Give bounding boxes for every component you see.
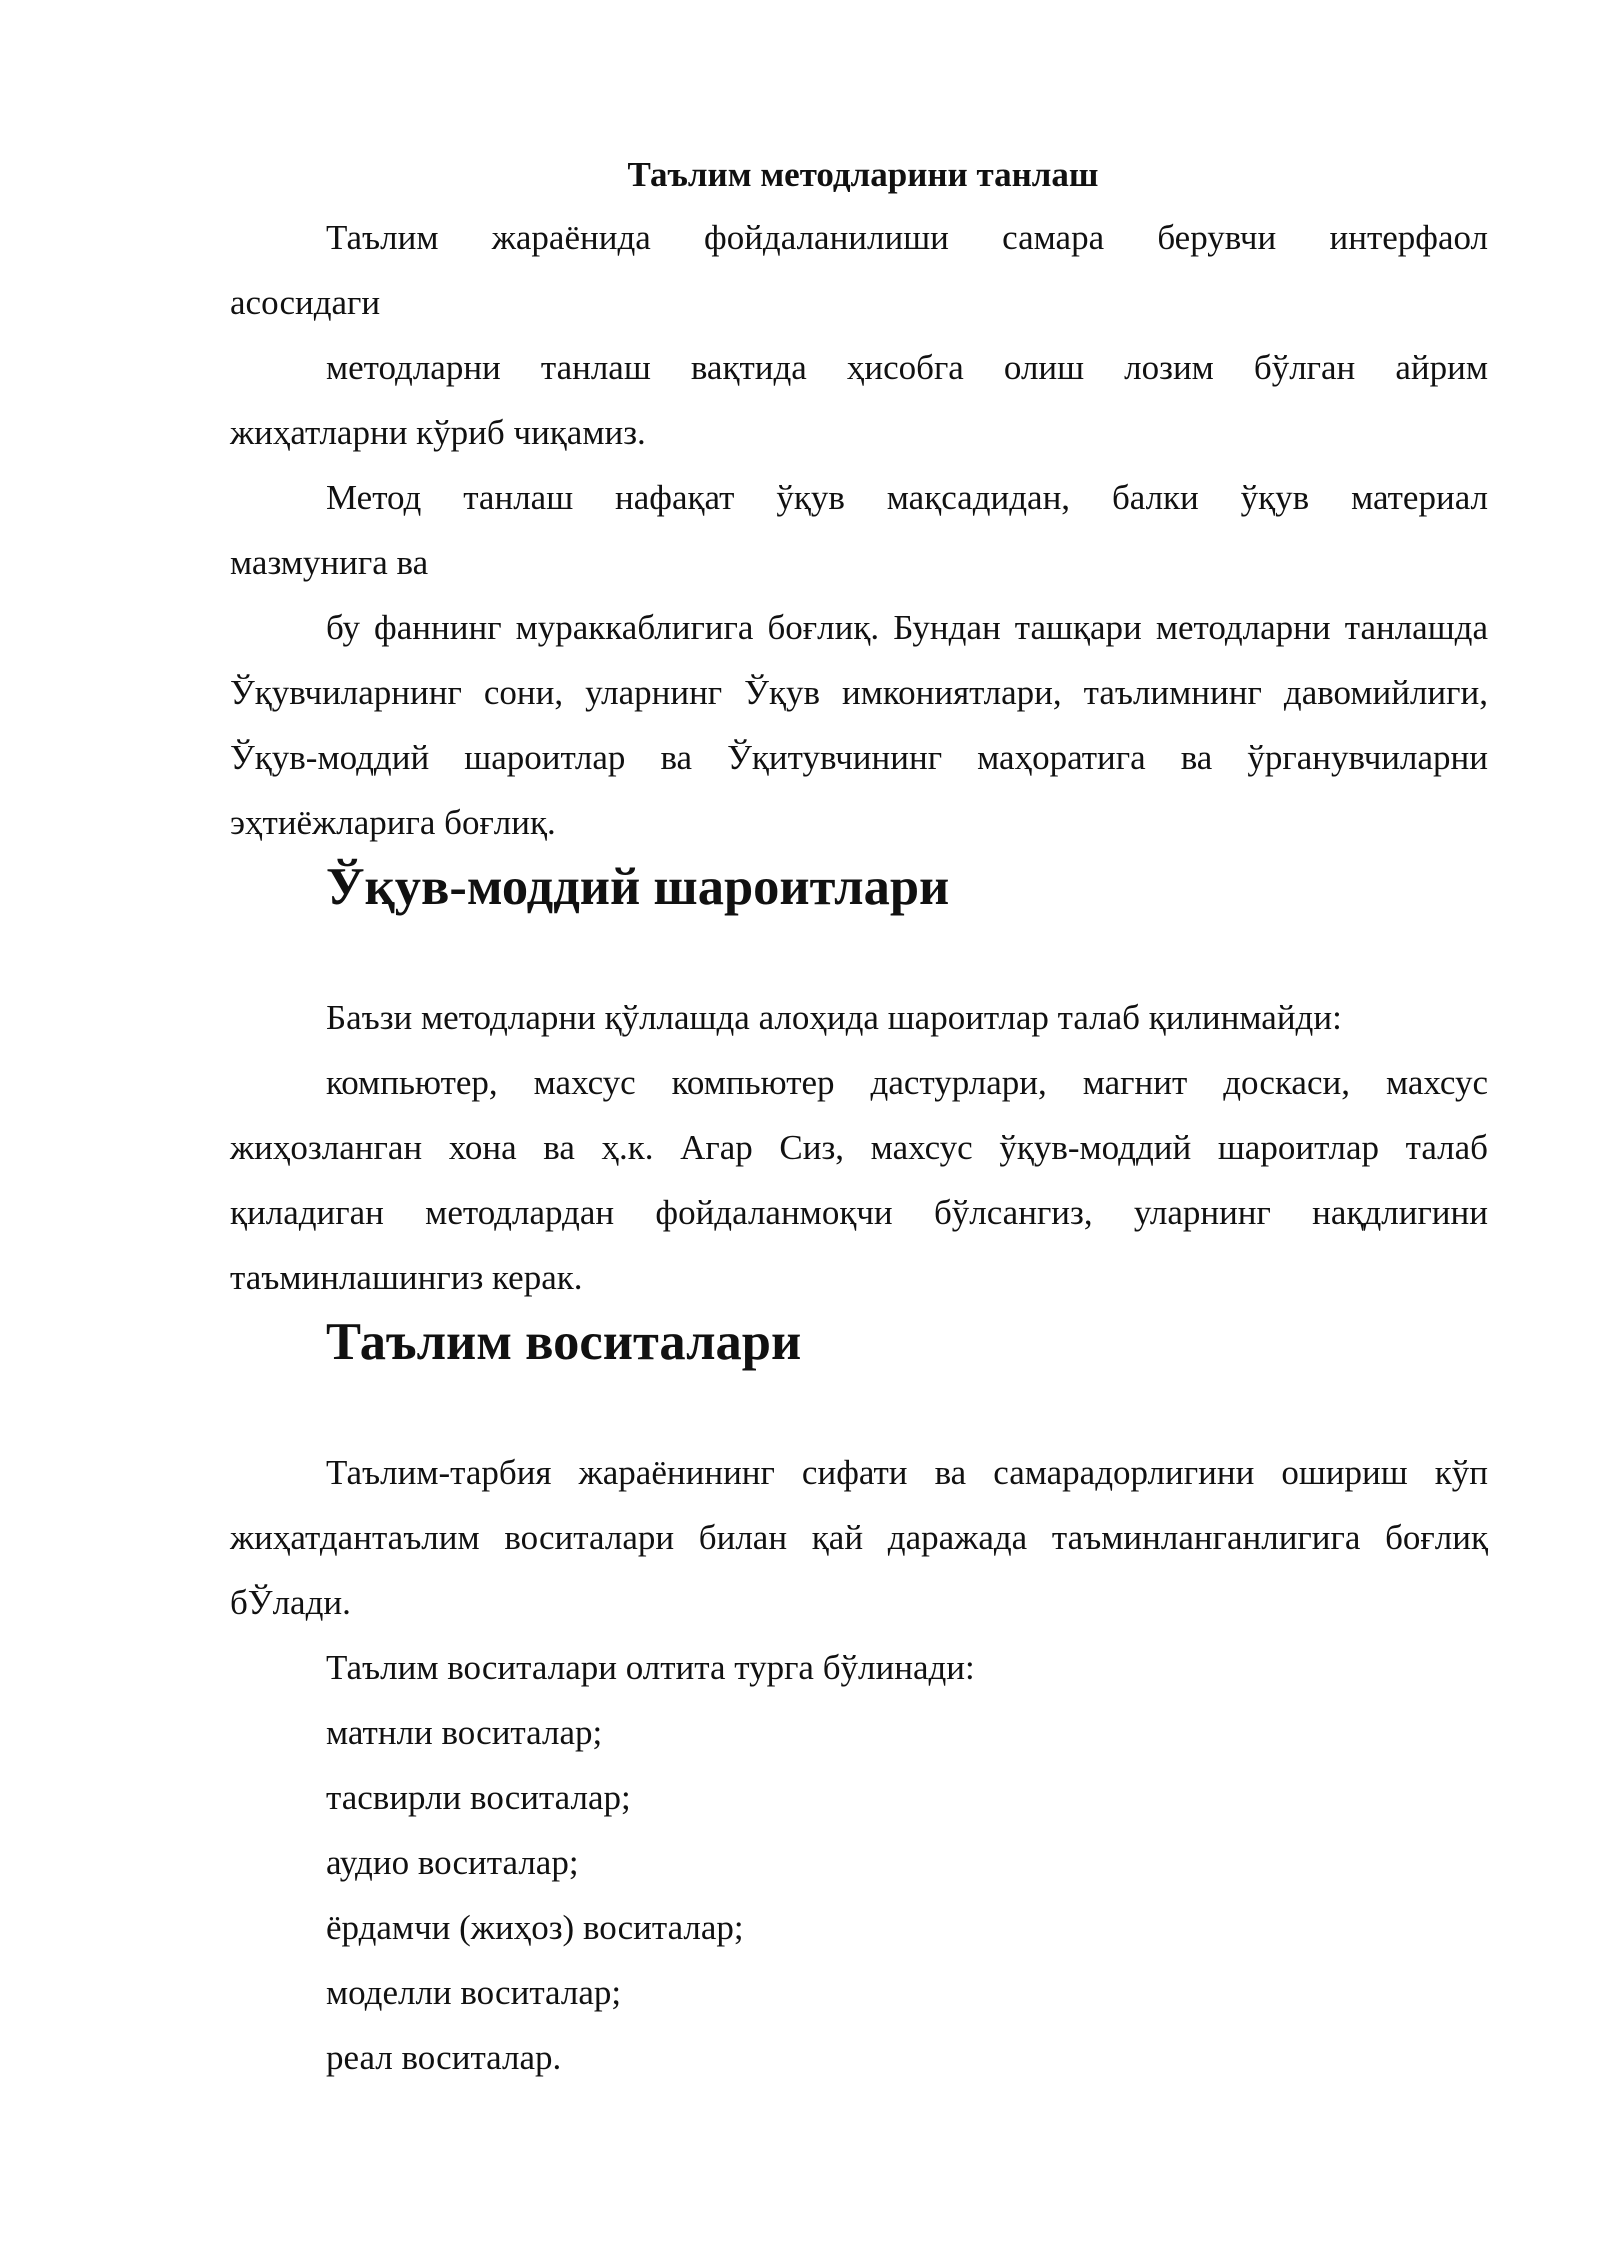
section-heading: Таълим воситалари	[326, 1313, 802, 1371]
paragraph-line: Метод танлаш нафақат ўқув мақсадидан, балки ўқув материал	[326, 478, 1488, 517]
list-item: матнли воситалар;	[326, 1713, 603, 1752]
paragraph-line: мазмунига ва	[230, 543, 429, 582]
document-page	[230, 145, 1488, 2090]
tools-list	[230, 1700, 1488, 2090]
paragraph-line: жиҳатларни кўриб чиқамиз.	[230, 413, 646, 452]
paragraph: бу фаннинг мураккаблигига боғлиқ. Бундан ташқари методларни танлашда Ўқувчиларнинг сони, уларнинг Ўқув имкониятлари, таълимнинг давомийлиги, Ўқув-моддий шароитлар ва Ўқитувчининг маҳоратига ва ўрганувчиларни эҳтиёжларига боғлиқ.	[230, 608, 1488, 842]
section-heading: Ўқув-моддий шароитлари	[326, 858, 950, 916]
list-item: реал воситалар.	[326, 2038, 562, 2077]
paragraph: Таълим воситалари олтита турга бўлинади:	[326, 1648, 975, 1687]
paragraph: компьютер, махсус компьютер дастурлари, магнит доскаси, махсус жиҳозланган хона ва ҳ.к. Агар Сиз, махсус ўқув-моддий шароитлар талаб қиладиган методлардан фойдаланмоқчи бўлсангиз, уларнинг нақдлигини таъминлашингиз керак.	[230, 1063, 1488, 1297]
paragraph-line: асосидаги	[230, 283, 381, 322]
list-item: моделли воситалар;	[326, 1973, 622, 2012]
paragraph: Баъзи методларни қўллашда алоҳида шароитлар талаб қилинмайди:	[326, 998, 1342, 1037]
spacer	[230, 920, 1488, 985]
list-item: аудио воситалар;	[326, 1843, 579, 1882]
paragraph-line: методларни танлаш вақтида ҳисобга олиш лозим бўлган айрим	[326, 348, 1488, 387]
list-item: ёрдамчи (жиҳоз) воситалар;	[326, 1908, 744, 1947]
document-title: Таълим методларини танлаш	[627, 155, 1099, 194]
paragraph-line: Таълим жараёнида фойдаланилиши самара берувчи интерфаол	[326, 218, 1488, 257]
list-item: тасвирли воситалар;	[326, 1778, 631, 1817]
paragraph: Таълим-тарбия жараёнининг сифати ва самарадорлигини ошириш кўп жиҳатдантаълим воситалари билан қай даражада таъминланганлигига боғлиқ бЎлади.	[230, 1453, 1488, 1622]
spacer	[230, 1375, 1488, 1440]
